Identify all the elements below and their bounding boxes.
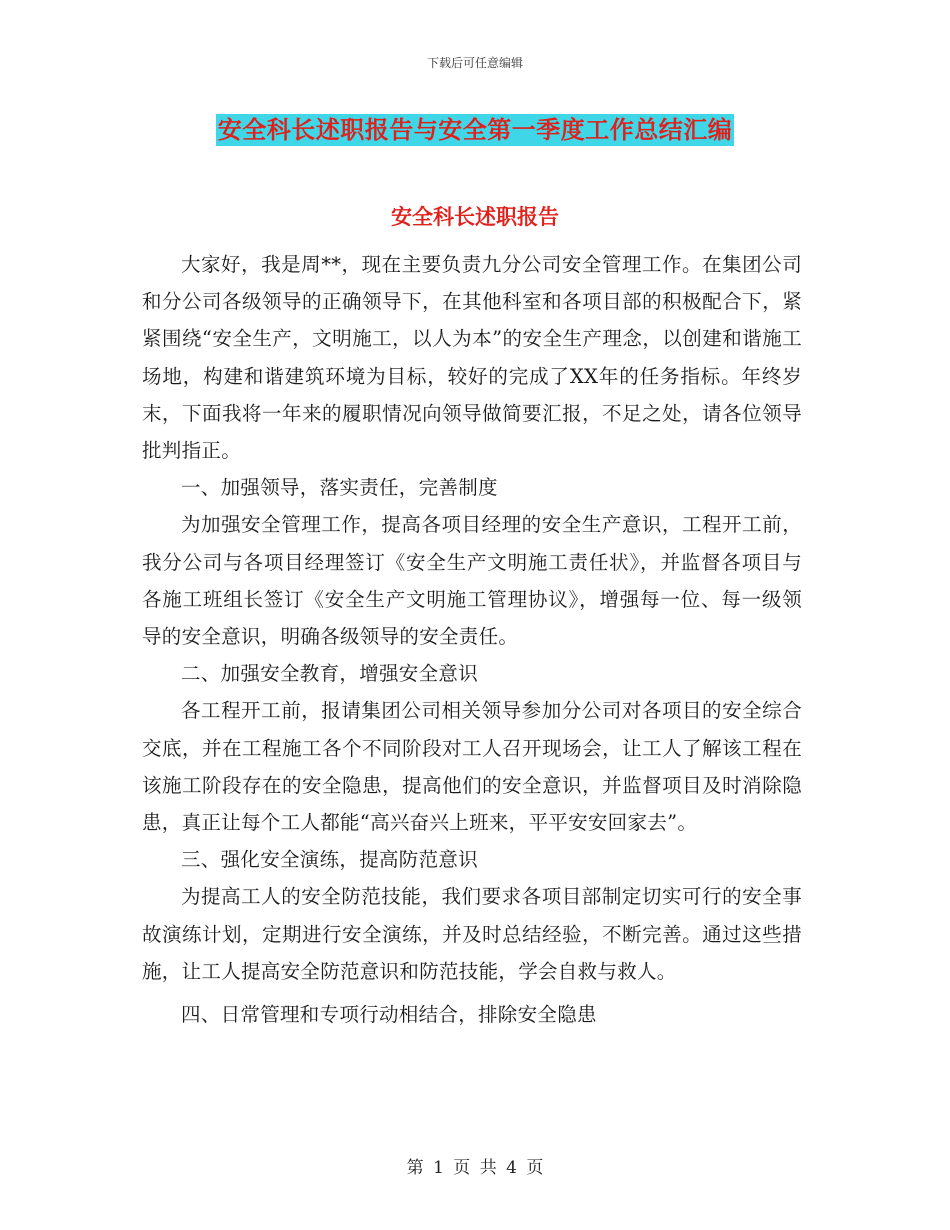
paragraph-2: 各工程开工前，报请集团公司相关领导参加分公司对各项目的安全综合交底，并在工程施工各个不同阶段对工人召开现场会，让工人了解该工程在该施工阶段存在的安全隐患，提高他们的安全意识，并监督项目及时消除隐患，真正让每个工人都能“高兴奋兴上班来，平平安安回家去”。 xyxy=(142,699,802,835)
section-heading-4: 四、日常管理和专项行动相结合，排除安全隐患 xyxy=(181,1003,597,1027)
section-heading-2: 二、加强安全教育，增强安全意识 xyxy=(181,662,479,686)
document-title-container xyxy=(0,114,950,146)
document-title: 安全科长述职报告与安全第一季度工作总结汇编 xyxy=(217,115,733,144)
page-number: 第 1 页 共 4 页 xyxy=(406,1158,544,1178)
document-body xyxy=(142,246,802,1033)
section-heading-3: 三、强化安全演练，提高防范意识 xyxy=(181,848,479,872)
paragraph-1: 为加强安全管理工作，提高各项目经理的安全生产意识，工程开工前，我分公司与各项目经理签订《安全生产文明施工责任状》，并监督各项目与各施工班组长签订《安全生产文明施工管理协议》，增强每一位、每一级领导的安全意识，明确各级领导的安全责任。 xyxy=(142,513,802,649)
page-header-note: 下载后可任意编辑 xyxy=(426,56,523,70)
paragraph-3: 为提高工人的安全防范技能，我们要求各项目部制定切实可行的安全事故演练计划，定期进行安全演练，并及时总结经验，不断完善。通过这些措施，让工人提高安全防范意识和防范技能，学会自救与救人。 xyxy=(142,885,802,983)
paragraph-intro: 大家好，我是周**，现在主要负责九分公司安全管理工作。在集团公司和分公司各级领导的正确领导下，在其他科室和各项目部的积极配合下，紧紧围绕“安全生产，文明施工，以人为本”的安全生产理念，以创建和谐施工场地，构建和谐建筑环境为目标，较好的完成了XX年的任务指标。年终岁末，下面我将一年来的履职情况向领导做简要汇报，不足之处，请各位领导批判指正。 xyxy=(142,253,802,463)
section-heading-1: 一、加强领导，落实责任，完善制度 xyxy=(181,476,498,500)
section-title: 安全科长述职报告 xyxy=(391,204,559,229)
